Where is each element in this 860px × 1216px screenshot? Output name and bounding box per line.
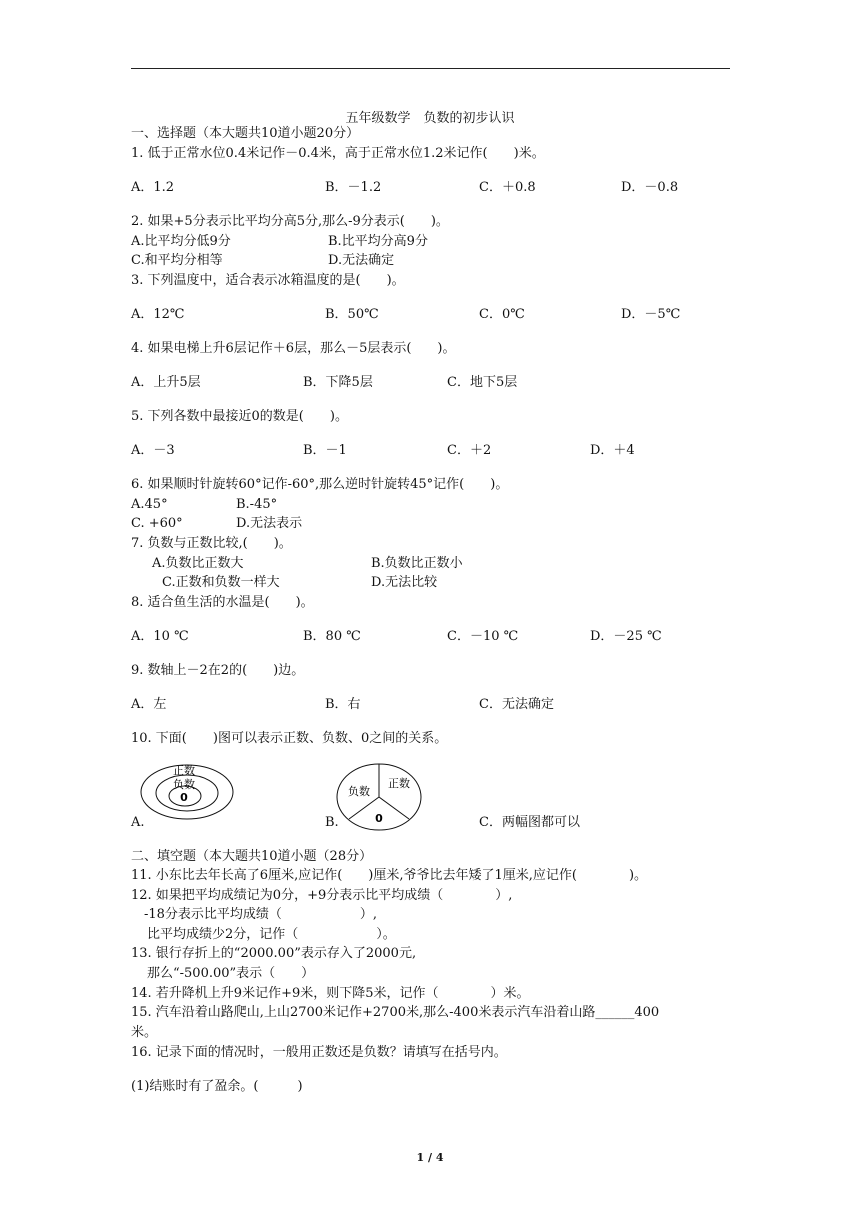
option-3b: B．50℃	[325, 307, 379, 322]
option-4b: B．下降5层	[303, 375, 373, 390]
option-10c: C．两幅图都可以	[479, 815, 580, 830]
question-15-line2: 米。	[131, 1025, 158, 1040]
option-8b: B．80 ℃	[303, 629, 361, 644]
figure-b-pie	[336, 763, 422, 831]
question-13-line1: 13. 银行存折上的“2000.00”表示存入了2000元,	[131, 946, 417, 961]
fig-b-bottom-label: 0	[375, 812, 383, 825]
option-7b: B.负数比正数小	[371, 556, 463, 571]
option-1b: B．－1.2	[325, 180, 382, 195]
fig-b-left-label: 负数	[348, 785, 370, 798]
option-6d: D.无法表示	[236, 516, 303, 531]
question-16: 16. 记录下面的情况时，一般用正数还是负数？请填写在括号内。	[131, 1045, 507, 1060]
header-rule	[131, 68, 730, 69]
option-5c: C．＋2	[447, 443, 492, 458]
figure-a-concentric	[140, 758, 236, 820]
option-2c: C.和平均分相等	[131, 253, 223, 268]
question-4: 4. 如果电梯上升6层记作＋6层，那么－5层表示( )。	[131, 341, 456, 356]
option-7c: C.正数和负数一样大	[162, 575, 280, 590]
option-2d: D.无法确定	[328, 253, 395, 268]
question-15-line1: 15. 汽车沿着山路爬山,上山2700米记作+2700米,那么-400米表示汽车沿着山路______400	[131, 1005, 660, 1020]
option-7d: D.无法比较	[371, 575, 438, 590]
option-1c: C．＋0.8	[479, 180, 536, 195]
question-1: 1. 低于正常水位0.4米记作－0.4米，高于正常水位1.2米记作( )米。	[131, 146, 545, 161]
question-7: 7. 负数与正数比较,( )。	[131, 536, 292, 551]
question-3: 3. 下列温度中，适合表示冰箱温度的是( )。	[131, 273, 405, 288]
option-6c: C. +60°	[131, 516, 183, 531]
question-6: 6. 如果顺时针旋转60°记作-60°,那么逆时针旋转45°记作( )。	[131, 477, 509, 492]
section-2-heading: 二、填空题（本大题共10道小题（28分）	[131, 849, 373, 864]
question-5: 5. 下列各数中最接近0的数是( )。	[131, 409, 348, 424]
option-8c: C．－10 ℃	[447, 629, 519, 644]
option-10a: A.	[131, 815, 145, 830]
option-9a: A．左	[131, 697, 167, 712]
option-5a: A．－3	[131, 443, 175, 458]
option-5b: B．－1	[303, 443, 347, 458]
option-9c: C．无法确定	[479, 697, 554, 712]
option-1d: D．－0.8	[621, 180, 679, 195]
option-6a: A.45°	[131, 497, 168, 512]
question-13-line2: 那么“-500.00”表示（ ）	[147, 966, 315, 981]
option-9b: B．右	[325, 697, 361, 712]
page-number: 1 / 4	[416, 1151, 444, 1164]
fig-a-middle-label: 负数	[173, 778, 195, 791]
fig-a-inner-label: 0	[180, 791, 188, 804]
option-2a: A.比平均分低9分	[131, 234, 231, 249]
question-8: 8. 适合鱼生活的水温是( )。	[131, 595, 314, 610]
option-3a: A．12℃	[131, 307, 185, 322]
page-title: 五年级数学 负数的初步认识	[345, 111, 515, 126]
option-3d: D．－5℃	[621, 307, 681, 322]
question-12-line1: 12. 如果把平均成绩记为0分，+9分表示比平均成绩（ ）,	[131, 888, 513, 903]
fig-b-right-label: 正数	[388, 777, 410, 790]
question-16-item-1: (1)结账时有了盈余。( )	[131, 1079, 303, 1094]
question-10: 10. 下面( )图可以表示正数、负数、0之间的关系。	[131, 731, 448, 746]
question-12-line3: 比平均成绩少2分，记作（ ）。	[147, 927, 396, 942]
option-8a: A．10 ℃	[131, 629, 189, 644]
question-2: 2. 如果+5分表示比平均分高5分,那么-9分表示( )。	[131, 214, 449, 229]
question-12-line2: -18分表示比平均成绩（ ）,	[144, 907, 378, 922]
option-8d: D．－25 ℃	[590, 629, 662, 644]
question-11: 11. 小东比去年长高了6厘米,应记作( )厘米,爷爷比去年矮了1厘米,应记作( )。	[131, 868, 648, 883]
option-4c: C．地下5层	[447, 375, 518, 390]
section-1-heading: 一、选择题（本大题共10道小题20分）	[131, 126, 360, 141]
option-4a: A．上升5层	[131, 375, 201, 390]
question-9: 9. 数轴上－2在2的( )边。	[131, 663, 305, 678]
fig-a-outer-label: 正数	[173, 764, 195, 777]
option-5d: D．＋4	[590, 443, 635, 458]
option-2b: B.比平均分高9分	[328, 234, 428, 249]
option-6b: B.-45°	[236, 497, 278, 512]
option-7a: A.负数比正数大	[152, 556, 244, 571]
option-3c: C．0℃	[479, 307, 525, 322]
question-14: 14. 若升降机上升9米记作+9米，则下降5米，记作（ ）米。	[131, 986, 530, 1001]
option-10b: B.	[325, 815, 339, 830]
option-1a: A．1.2	[131, 180, 175, 195]
